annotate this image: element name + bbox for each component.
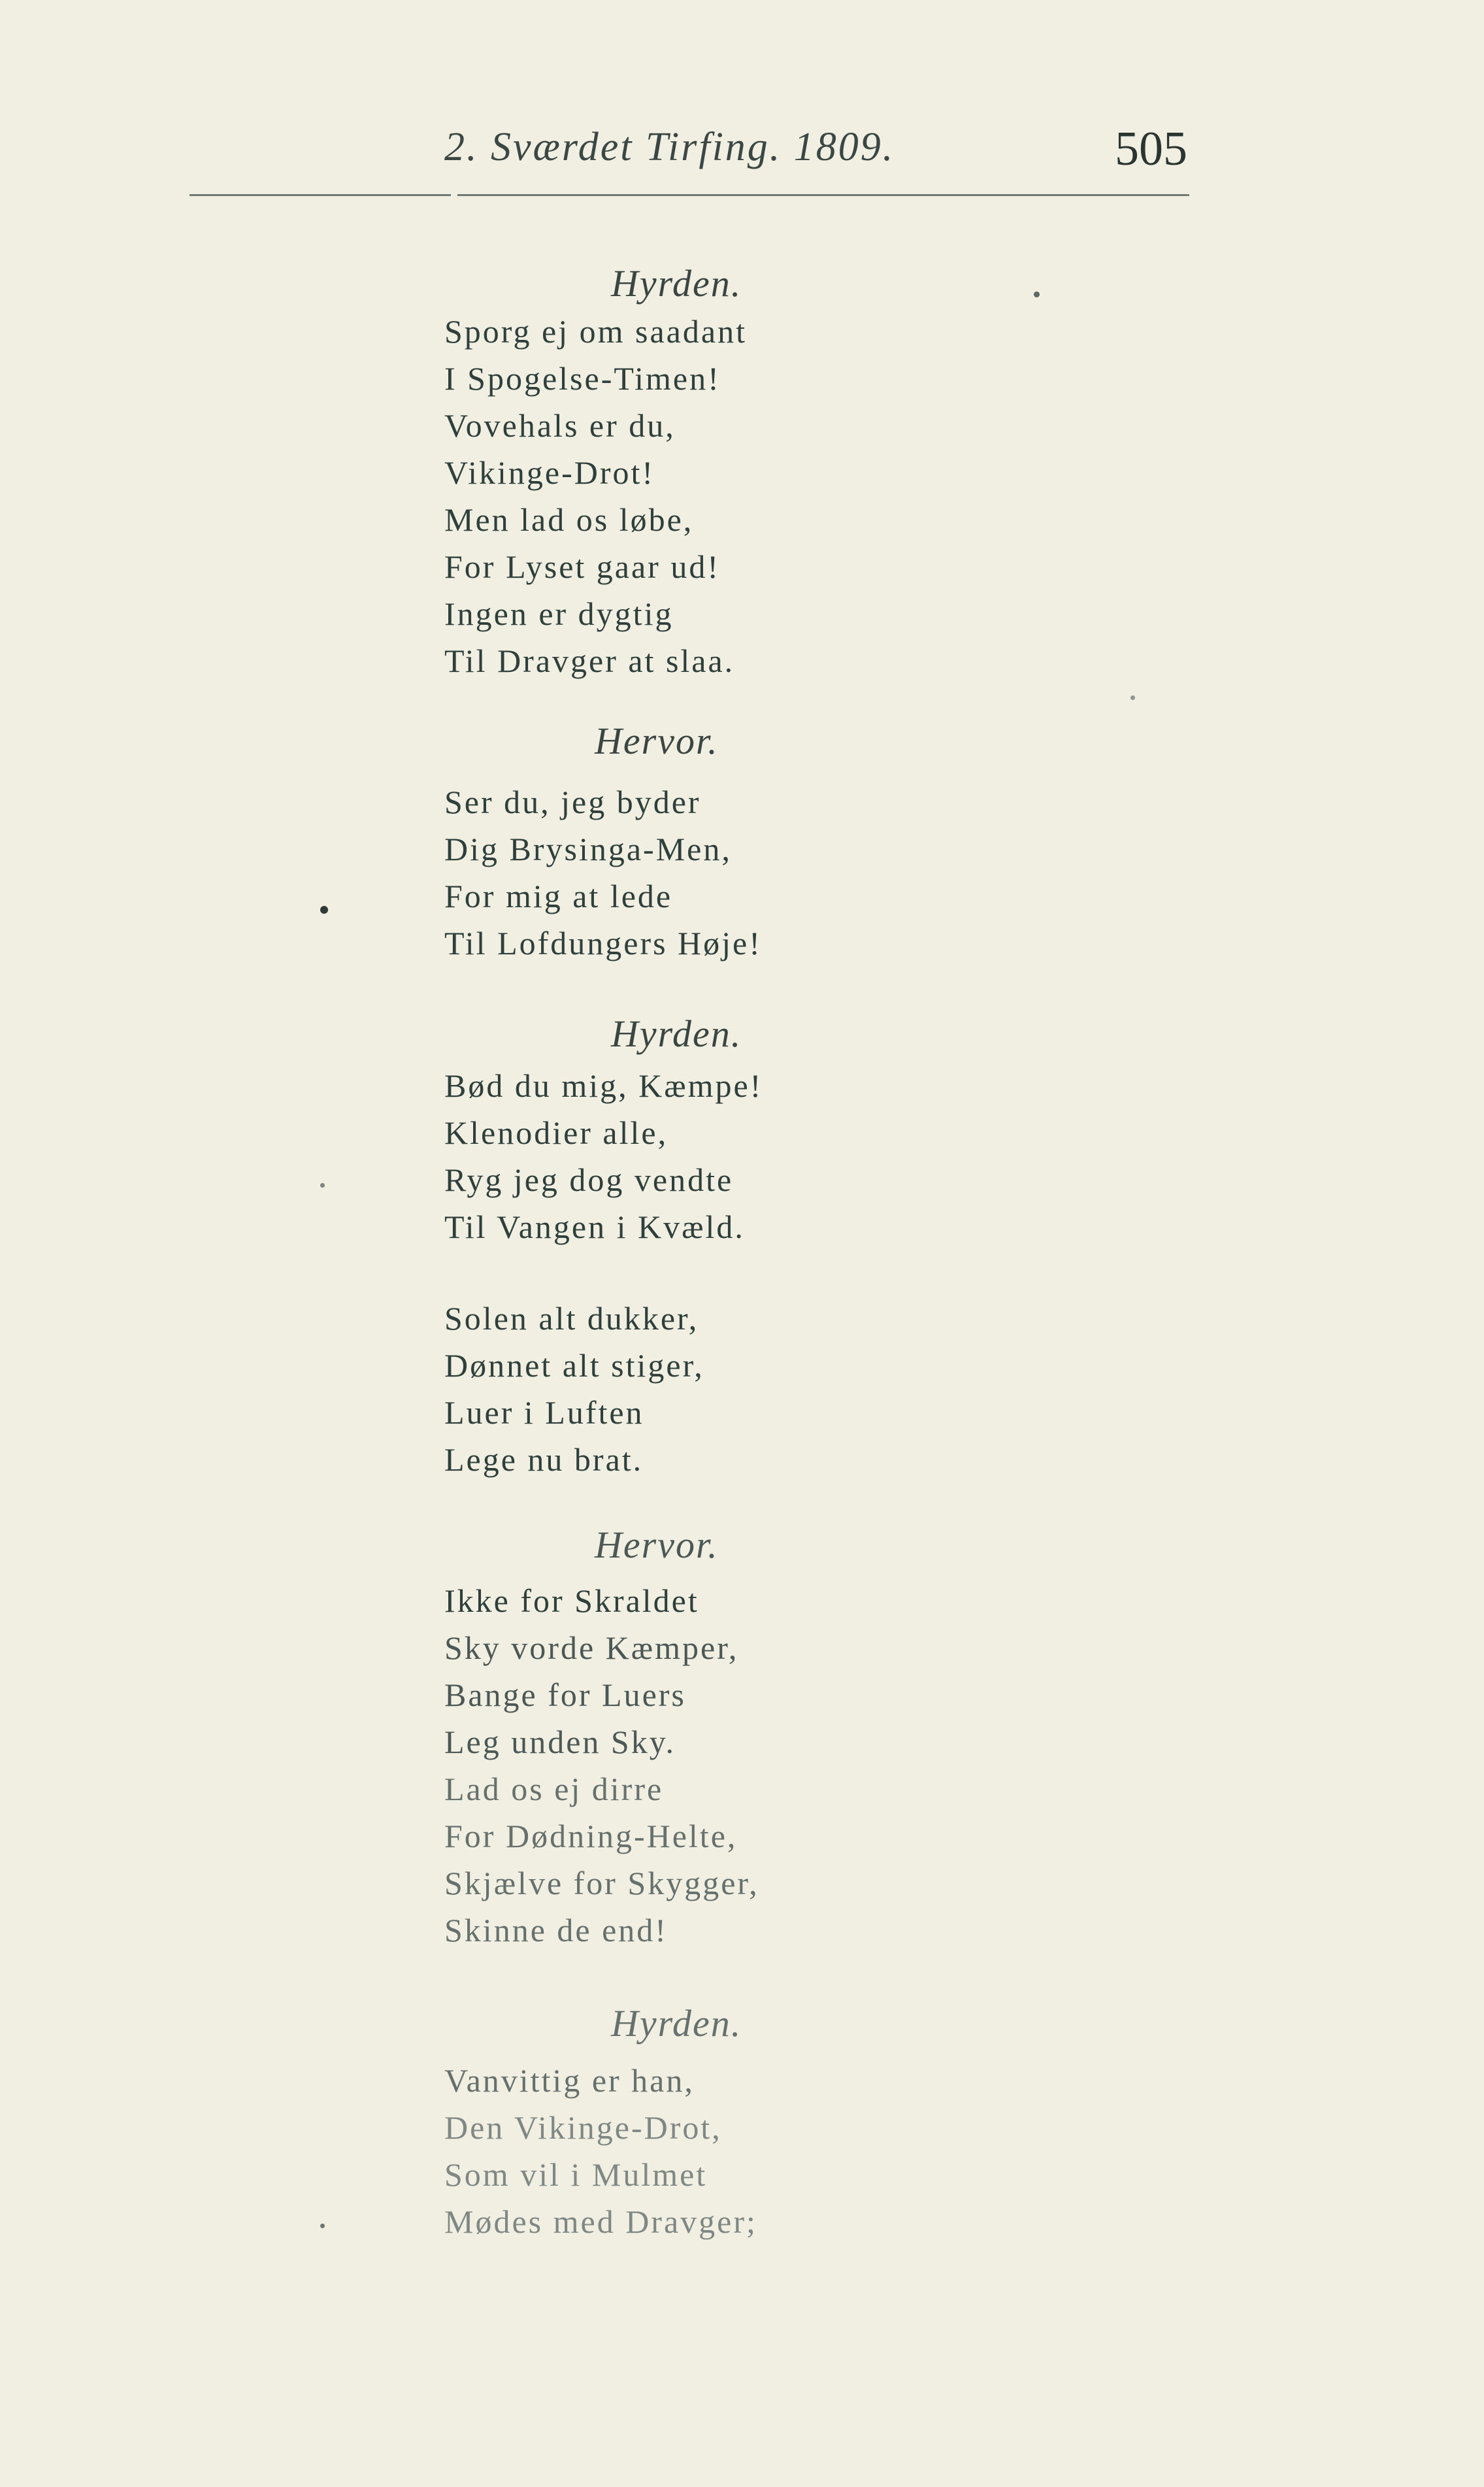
verse-line: Til Dravger at slaa. — [444, 643, 735, 679]
verse-line: Mødes med Dravger; — [444, 2203, 757, 2240]
verse-line: Solen alt dukker, — [444, 1300, 699, 1337]
verse-line: Dønnet alt stiger, — [444, 1347, 704, 1384]
verse-line: Skjælve for Skygger, — [444, 1865, 759, 1901]
verse-line: For Dødning-Helte, — [444, 1818, 738, 1854]
verse-line: Til Vangen i Kvæld. — [444, 1209, 745, 1245]
speaker-label: Hervor. — [595, 1524, 719, 1566]
page-header — [0, 0, 1484, 203]
page-number: 505 — [1115, 122, 1187, 176]
speaker-label: Hyrden. — [611, 1012, 742, 1055]
verse-line: Til Lofdungers Høje! — [444, 925, 762, 961]
verse-line: Luer i Luften — [444, 1394, 644, 1431]
running-title: 2. Sværdet Tirfing. 1809. — [444, 125, 895, 169]
verse-line: Vanvittig er han, — [444, 2062, 695, 2099]
print-speck — [320, 2224, 325, 2228]
print-speck — [320, 906, 328, 914]
verse-line: For Lyset gaar ud! — [444, 548, 720, 585]
header-rule-left — [190, 194, 451, 196]
verse-line: Vikinge-Drot! — [444, 454, 655, 491]
verse-line: Bød du mig, Kæmpe! — [444, 1067, 763, 1104]
verse-line: Bange for Luers — [444, 1677, 686, 1713]
verse-line: I Spogelse-Timen! — [444, 360, 721, 397]
speaker-label: Hervor. — [595, 720, 719, 762]
verse-line: Lege nu brat. — [444, 1441, 644, 1478]
print-speck — [1130, 695, 1135, 700]
print-speck — [1034, 292, 1040, 297]
header-rule-right — [457, 194, 1189, 196]
verse-line: Ikke for Skraldet — [444, 1582, 699, 1619]
verse-line: Sporg ej om saadant — [444, 313, 747, 350]
verse-line: Som vil i Mulmet — [444, 2156, 708, 2193]
verse-line: Klenodier alle, — [444, 1114, 668, 1151]
verse-line: Ingen er dygtig — [444, 595, 674, 632]
verse-line: Skinne de end! — [444, 1912, 668, 1948]
verse-line: Lad os ej dirre — [444, 1771, 664, 1807]
verse-line: Ser du, jeg byder — [444, 784, 701, 820]
speaker-label: Hyrden. — [611, 2002, 742, 2045]
verse-line: Ryg jeg dog vendte — [444, 1161, 734, 1198]
verse-line: Dig Brysinga-Men, — [444, 831, 732, 867]
verse-line: For mig at lede — [444, 878, 673, 914]
print-speck — [320, 1183, 325, 1188]
verse-line: Sky vorde Kæmper, — [444, 1629, 739, 1666]
verse-line: Den Vikinge-Drot, — [444, 2109, 722, 2146]
verse-line: Men lad os løbe, — [444, 501, 694, 538]
speaker-label: Hyrden. — [611, 262, 742, 305]
verse-line: Leg unden Sky. — [444, 1724, 676, 1760]
verse-line: Vovehals er du, — [444, 407, 676, 444]
